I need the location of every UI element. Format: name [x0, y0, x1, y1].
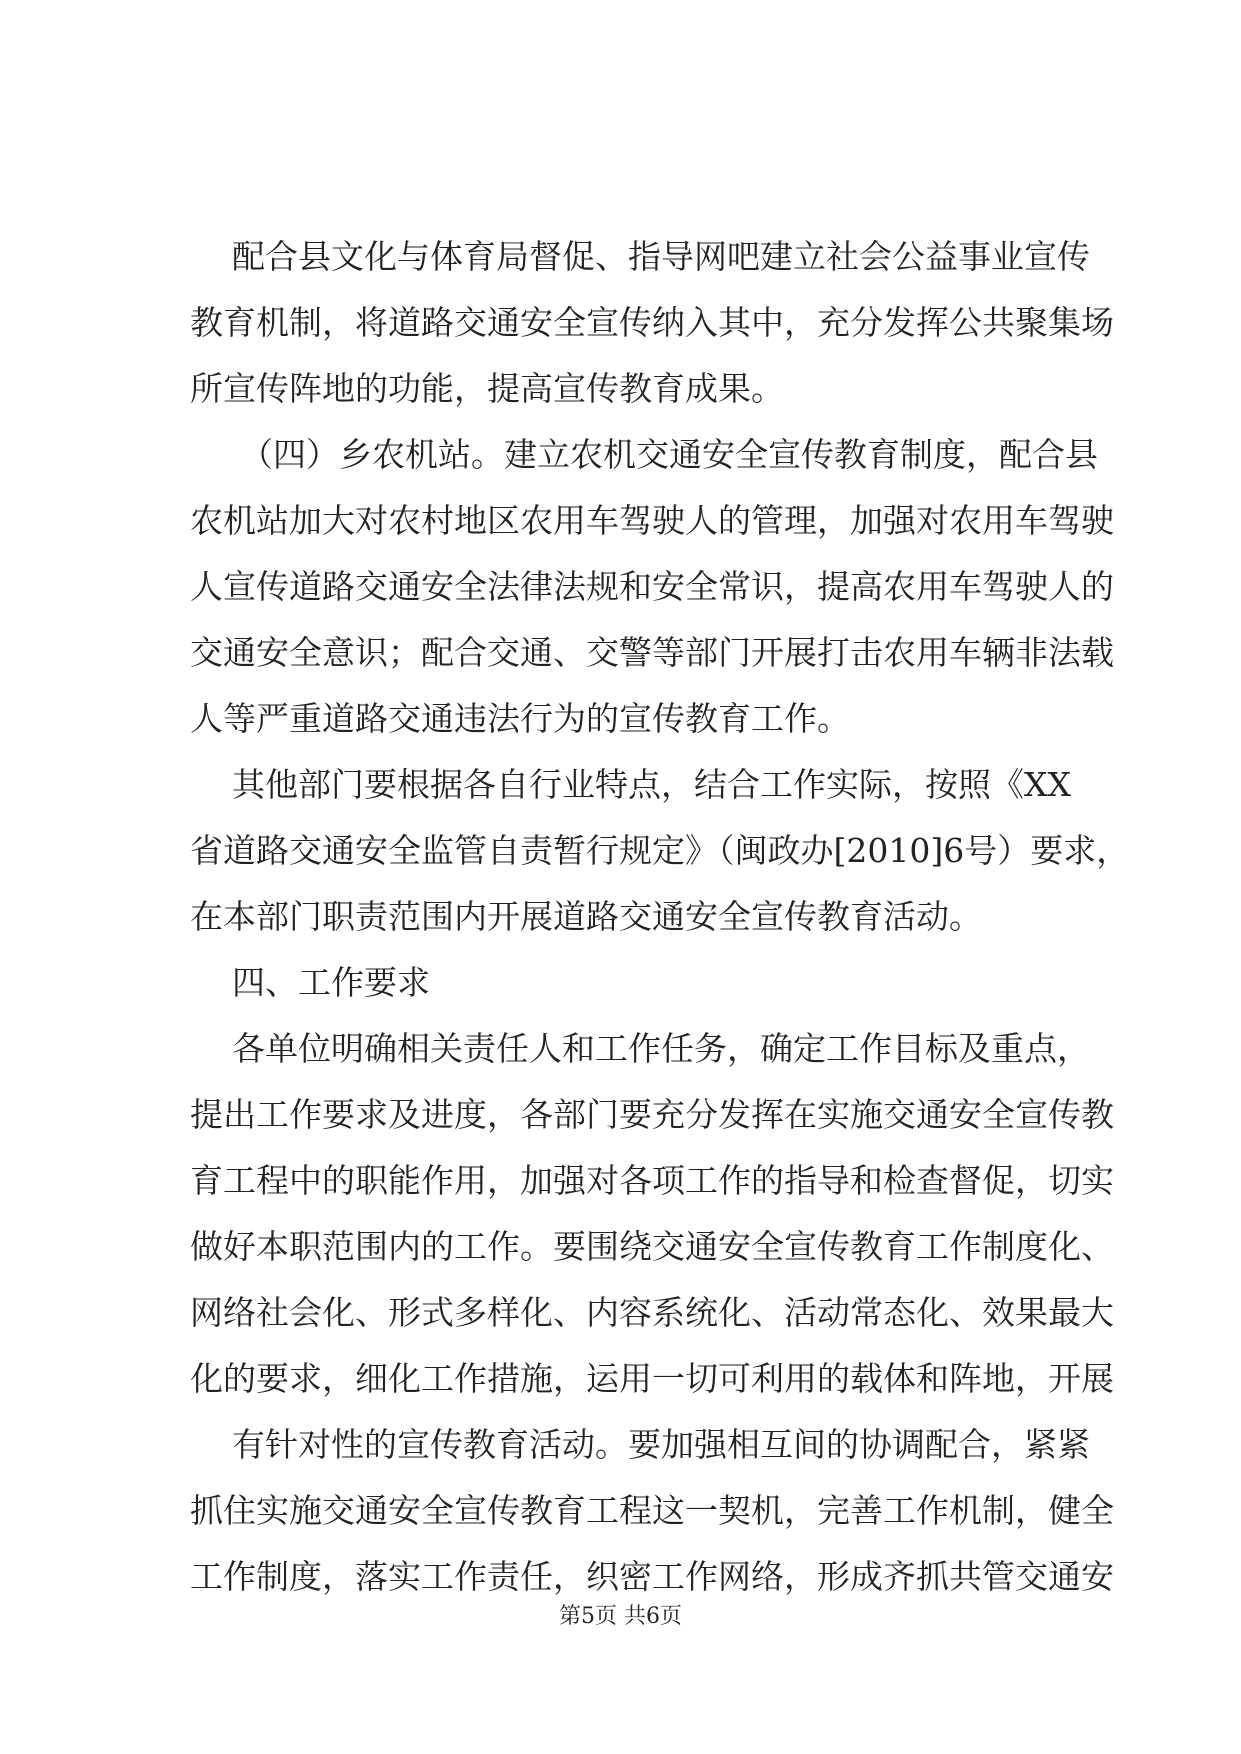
paragraph-line: （四）乡农机站。建立农机交通安全宣传教育制度，配合县 [240, 435, 1098, 474]
paragraph-line: 交通安全意识；配合交通、交警等部门开展打击农用车辆非法载 [190, 633, 1114, 672]
paragraph-line: 抓住实施交通安全宣传教育工程这一契机，完善工作机制，健全 [190, 1491, 1114, 1530]
paragraph-line: 人等严重道路交通违法行为的宣传教育工作。 [190, 699, 850, 738]
paragraph-line: 教育机制，将道路交通安全宣传纳入其中，充分发挥公共聚集场 [190, 303, 1114, 342]
paragraph-line: 做好本职范围内的工作。要围绕交通安全宣传教育工作制度化、 [190, 1227, 1114, 1266]
paragraph-line: 化的要求，细化工作措施，运用一切可利用的载体和阵地，开展 [190, 1359, 1114, 1398]
paragraph-line: 各单位明确相关责任人和工作任务，确定工作目标及重点， [232, 1029, 1090, 1068]
paragraph-line: 其他部门要根据各自行业特点，结合工作实际，按照《XX [232, 765, 1071, 804]
page-number-footer: 第5页 共6页 [559, 1604, 682, 1629]
paragraph-line: 在本部门职责范围内开展道路交通安全宣传教育活动。 [190, 897, 982, 936]
paragraph-line: 工作制度，落实工作责任，织密工作网络，形成齐抓共管交通安 [190, 1557, 1114, 1596]
paragraph-line: 人宣传道路交通安全法律法规和安全常识，提高农用车驾驶人的 [190, 567, 1114, 606]
paragraph-line: 提出工作要求及进度，各部门要充分发挥在实施交通安全宣传教 [190, 1095, 1114, 1134]
section-heading: 四、工作要求 [232, 963, 430, 1002]
paragraph-line: 农机站加大对农村地区农用车驾驶人的管理，加强对农用车驾驶 [190, 501, 1114, 540]
paragraph-line: 有针对性的宣传教育活动。要加强相互间的协调配合，紧紧 [232, 1425, 1090, 1464]
paragraph-line: 省道路交通安全监管自责暂行规定》（闽政办[2010]6号）要求， [190, 831, 1130, 870]
paragraph-line: 育工程中的职能作用，加强对各项工作的指导和检查督促，切实 [190, 1161, 1114, 1200]
paragraph-line: 配合县文化与体育局督促、指导网吧建立社会公益事业宣传 [232, 237, 1090, 276]
paragraph-line: 所宣传阵地的功能，提高宣传教育成果。 [190, 369, 784, 408]
paragraph-line: 网络社会化、形式多样化、内容系统化、活动常态化、效果最大 [190, 1293, 1114, 1332]
